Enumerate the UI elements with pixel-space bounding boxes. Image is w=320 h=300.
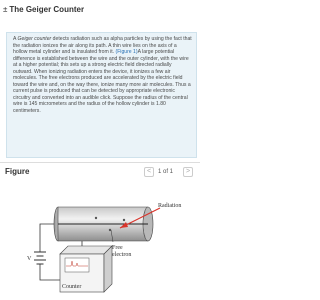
voltage-label: V [27, 256, 32, 262]
problem-statement [6, 32, 197, 158]
figure-pager: 1 of 1 [158, 169, 174, 175]
next-figure-button[interactable]: > [183, 167, 193, 177]
previous-figure-button[interactable]: < [144, 167, 154, 177]
counter-label: Counter [62, 284, 82, 290]
problem-text [13, 36, 192, 114]
free-label: Free [112, 245, 123, 251]
section-divider [0, 162, 200, 163]
figure-title: Figure [5, 167, 30, 176]
problem-prefix: A [13, 36, 18, 42]
problem-term: Geiger counter [17, 36, 52, 42]
radiation-label: Radiation [158, 203, 182, 209]
part-header[interactable] [0, 0, 200, 20]
figure-toolbar [0, 164, 200, 182]
problem-text-before: detects radiation such as alpha particles by using the fact that the radiation ionizes the air along its path. A thin wire lies on the axis of a hollow metal cylinder and is insulated from it. [13, 36, 192, 55]
plus-minus-icon[interactable]: ± [3, 5, 8, 14]
electron-label: electron [112, 252, 132, 258]
geiger-counter-diagram [0, 184, 200, 300]
part-title: The Geiger Counter [9, 5, 85, 14]
figure-link[interactable]: (Figure 1) [115, 49, 138, 55]
geiger-tube [54, 207, 153, 241]
problem-text-after: A large potential difference is established between the wire and the outer cylinder, with the wire at a higher potential; this sets up a strong electric field directed radially outward. When ionizing radiation enters the device, it ionizes a few air molecules. The free electrons produced are accelerated by the electric field toward the wire and, on the way there, ionize many more air molecules. Thus a current pulse is produced that can be detected by appropriate electronic circuitry and converted into an audible click. Suppose the radius of the central wire is 145 micrometers and the radius of the hollow cylinder is 1.80 centimeters. [13, 49, 191, 114]
voltage-source [27, 252, 46, 264]
counter-device [60, 246, 112, 292]
